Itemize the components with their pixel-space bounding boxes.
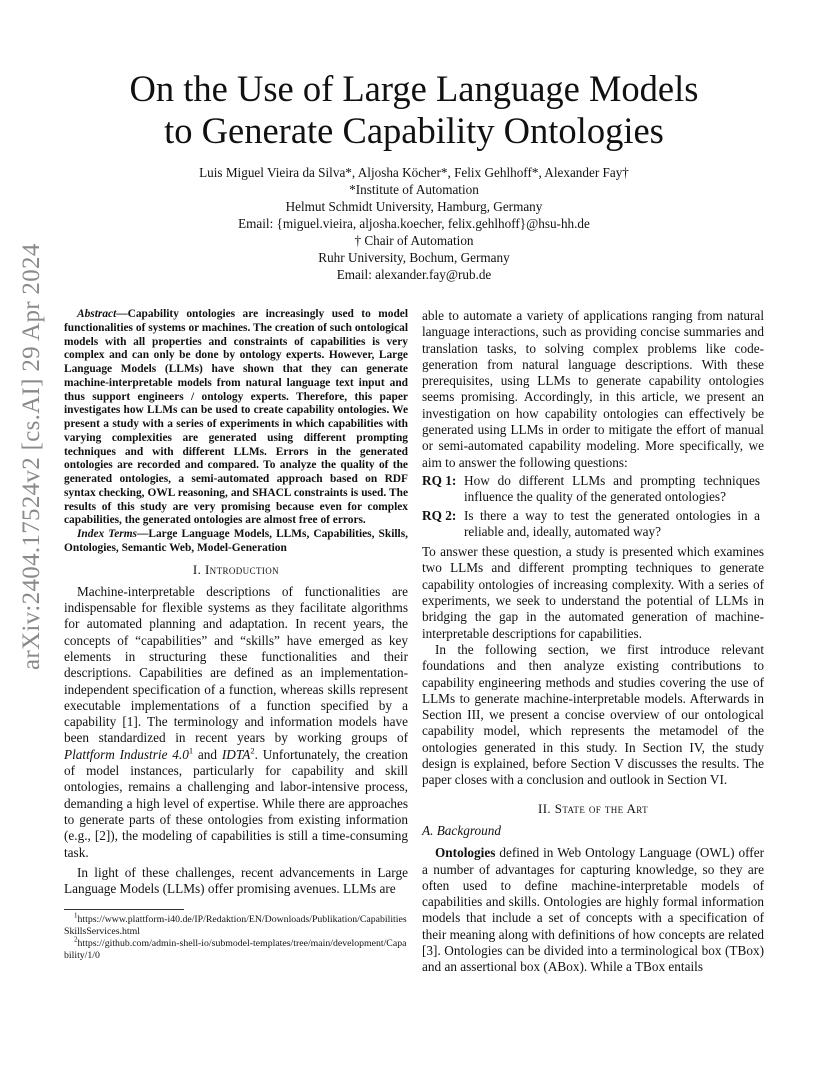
index-terms (64, 528, 408, 556)
right-paragraph-3: In the following section, we first introduce relevant foundations and then analyze existing contributions to capability engineering methods and studies covering the use of LLMs to generate machine-interpretable models. Afterwards in Section III, we present a concise overview of our ontological capability model, which represents the metamodel of the ontologies generated in this study. In Section IV, the study design is explained, before Section V discusses the results. The paper closes with a conclusion and outlook in Section VI. (422, 641, 764, 788)
rq2-label: RQ 2: (422, 507, 457, 523)
intro-idta-term: IDTA (221, 746, 251, 762)
title-line-1: On the Use of Large Language Models (129, 68, 699, 109)
footnote-2-number: 2 (74, 936, 78, 945)
affiliation-2-name: † Chair of Automation (354, 233, 474, 248)
rq1-text: How do different LLMs and prompting techniques influence the quality of the generated ontologies? (464, 472, 760, 505)
background-text: defined in Web Ontology Language (OWL) offer a number of advantages for capturing knowledge, so they are often used to define machine-interpretable models of capabilities and skills. Ontologies are highly formal information models that include a set of concepts with a specification of their meaning along with definitions of how concepts are related [3]. Ontologies can be divided into a terminological box (TBox) and an assertional box (ABox). While a TBox entails (422, 845, 764, 975)
right-paragraph-2: To answer these question, a study is presented which examines two LLMs and different prompting techniques to generate capability ontologies of increasing complexity. With a series of experiments, we seek to understand the potential of LLMs in bridging the gap in the automated generation of machine-interpretable descriptions for capabilities. (422, 544, 764, 641)
intro-p1-text-a: Machine-interpretable descriptions of functionalities are indispensable for flexible systems as they facilitate algorithms for automated planning and adaptation. In recent years, the concepts of “capabilities” and “skills” have emerged as key elements in structuring these functionalities and their descriptions. Capabilities are defined as an implementation-independent specification of a function, whereas skills represent executable implementations of a function specified by a capability [1]. The terminology and information models have been standardized in recent years by working groups of (64, 583, 408, 746)
footnote-2 (64, 938, 408, 962)
affiliation-1-place: Helmut Schmidt University, Hamburg, Germany (285, 199, 543, 214)
research-question-2 (422, 508, 764, 541)
abstract (64, 308, 408, 528)
research-question-1 (422, 473, 764, 506)
affiliation-1-email: Email: {miguel.vieira, aljosha.koecher, felix.gehlhoff}@hsu-hh.de (238, 216, 590, 231)
footnote-divider (64, 909, 184, 910)
author-names: Luis Miguel Vieira da Silva*, Aljosha Köcher*, Felix Gehlhoff*, Alexander Fay† (199, 165, 629, 180)
intro-p1-text-b: . Unfortunately, the creation of model instances, particularly for capability and skill ontologies, remains a challenging and labor-intensive process, demanding a high level of expertise. While there are approaches to generate parts of these ontologies from existing information (e.g., [2]), the modeling of capabilities is still a time-consuming task. (64, 746, 408, 860)
footnote-1-number: 1 (74, 912, 78, 921)
index-terms-text: —Large Language Models, LLMs, Capabilities, Skills, Ontologies, Semantic Web, Model-Generation (64, 528, 408, 554)
abstract-label: Abstract (77, 308, 117, 320)
affiliation-2-place: Ruhr University, Bochum, Germany (318, 250, 510, 265)
author-block (0, 164, 828, 283)
right-column (422, 308, 764, 976)
affiliation-1-name: *Institute of Automation (349, 182, 479, 197)
right-paragraph-1: able to automate a variety of applications ranging from natural language interactions, such as providing concise summaries and translation tasks, to solving complex problems like code-generation from natural language descriptions. With these prerequisites, using LLMs to generate capability ontologies seems promising. Accordingly, in this article, we present an investigation on how capability ontologies can effectively be generated using LLMs in order to mitigate the effort of manual or semi-automated capability modeling. More specifically, we aim to answer the following questions: (422, 308, 764, 470)
background-paragraph (422, 845, 764, 975)
paper-title (0, 68, 828, 152)
intro-paragraph-1 (64, 584, 408, 861)
title-line-2: to Generate Capability Ontologies (164, 110, 664, 151)
section-heading-introduction: I. Introduction (192, 561, 280, 577)
footnote-2-url: https://github.com/admin-shell-io/submodel-templates/tree/main/development/Capability/1/0 (64, 938, 407, 962)
footnote-1 (64, 914, 408, 938)
intro-plattform-term: Plattform Industrie 4.0 (64, 746, 189, 762)
subsection-heading-background: A. Background (422, 822, 501, 838)
section-heading-state-of-art: II. State of the Art (537, 800, 649, 816)
footnote-marker-2: 2 (250, 745, 255, 756)
affiliation-2-email: Email: alexander.fay@rub.de (336, 267, 492, 282)
rq1-label: RQ 1: (422, 472, 457, 488)
intro-paragraph-2: In light of these challenges, recent advancements in Large Language Models (LLMs) offer promising avenues. LLMs are (64, 864, 408, 897)
intro-p1-and: and (193, 746, 222, 762)
abstract-text: —Capability ontologies are increasingly used to model functionalities of systems or machines. The creation of such ontological models with all properties and constraints of capabilities is very complex and can only be done by ontology experts. However, Large Language Models (LLMs) have shown that they can generate machine-interpretable models from natural language text input and thus support engineers / ontology experts. Therefore, this paper investigates how LLMs can be used to create capability ontologies. We present a study with a series of experiments in which capabilities with varying complexities are generated using different prompting techniques and with different LLMs. Errors in the generated ontologies are recorded and compared. To analyze the quality of the generated ontologies, a semi-automated approach based on RDF syntax checking, OWL reasoning, and SHACL constraints is used. The results of this study are very promising because even for complex capabilities, the generated ontologies are almost free of errors. (64, 308, 408, 527)
footnote-marker-1: 1 (188, 745, 194, 756)
ontologies-term: Ontologies (435, 845, 496, 861)
arxiv-side-stamp: arXiv:2404.17524v2 [cs.AI] 29 Apr 2024 (18, 243, 45, 670)
rq2-text: Is there a way to test the generated ontologies in a reliable and, ideally, automated way? (464, 507, 760, 539)
left-column (64, 308, 408, 962)
index-terms-label: Index Terms (77, 528, 137, 540)
footnote-1-url: https://www.plattform-i40.de/IP/Redaktion/EN/Downloads/Publikation/CapabilitiesSkillsServices.html (64, 914, 407, 938)
